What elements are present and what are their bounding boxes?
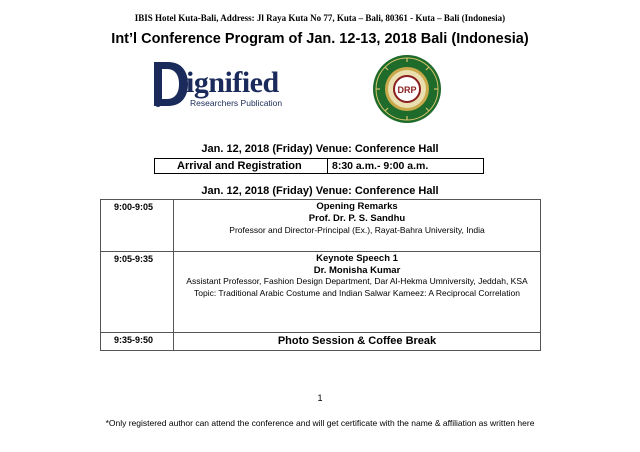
session-time: 9:05-9:35 bbox=[101, 252, 174, 333]
arrival-label: Arrival and Registration bbox=[155, 159, 328, 173]
session-time: 9:35-9:50 bbox=[101, 333, 174, 351]
session-title: Keynote Speech 1 bbox=[316, 253, 398, 264]
svg-text:DRP: DRP bbox=[397, 85, 417, 95]
venue-heading-2: Jan. 12, 2018 (Friday) Venue: Conference Hall bbox=[201, 185, 439, 197]
footnote: *Only registered author can attend the conference and will get certificate with the name & affiliation as written here bbox=[105, 418, 535, 428]
venue-address: IBIS Hotel Kuta-Bali, Address: Jl Raya Kuta No 77, Kuta – Bali, 80361 - Kuta – Bali (Indonesia) bbox=[134, 13, 506, 23]
svg-text:Researchers Publication: Researchers Publication bbox=[190, 98, 283, 108]
arrival-time: 8:30 a.m.- 9:00 a.m. bbox=[332, 160, 429, 172]
table-row bbox=[101, 200, 541, 252]
session-details bbox=[174, 333, 541, 351]
arrival-registration-box bbox=[154, 158, 484, 174]
table-row bbox=[101, 333, 541, 351]
session-affiliation: Professor and Director-Principal (Ex.), Rayat-Bahra University, India bbox=[229, 225, 485, 235]
page-number: 1 bbox=[317, 393, 323, 403]
page-title: Int’l Conference Program of Jan. 12-13, 2018 Bali (Indonesia) bbox=[111, 31, 529, 47]
session-topic: Topic: Traditional Arabic Costume and Indian Salwar Kameez: A Reciprocal Correlation bbox=[193, 287, 520, 298]
session-title: Photo Session & Coffee Break bbox=[277, 335, 437, 347]
session-speaker: Dr. Monisha Kumar bbox=[313, 264, 401, 276]
session-speaker: Prof. Dr. P. S. Sandhu bbox=[308, 212, 406, 224]
svg-text:ignified: ignified bbox=[186, 66, 279, 99]
session-details bbox=[174, 252, 541, 333]
session-affiliation: Assistant Professor, Fashion Design Department, Dar Al-Hekma Umniversity, Jeddah, KSA bbox=[186, 276, 528, 286]
table-row bbox=[101, 252, 541, 333]
drp-seal-logo bbox=[368, 53, 446, 125]
dignified-logo bbox=[150, 58, 300, 110]
session-details bbox=[174, 200, 541, 252]
program-table bbox=[100, 199, 541, 351]
venue-heading-1: Jan. 12, 2018 (Friday) Venue: Conference Hall bbox=[201, 143, 439, 155]
session-time: 9:00-9:05 bbox=[101, 200, 174, 252]
session-title: Opening Remarks bbox=[316, 201, 398, 212]
